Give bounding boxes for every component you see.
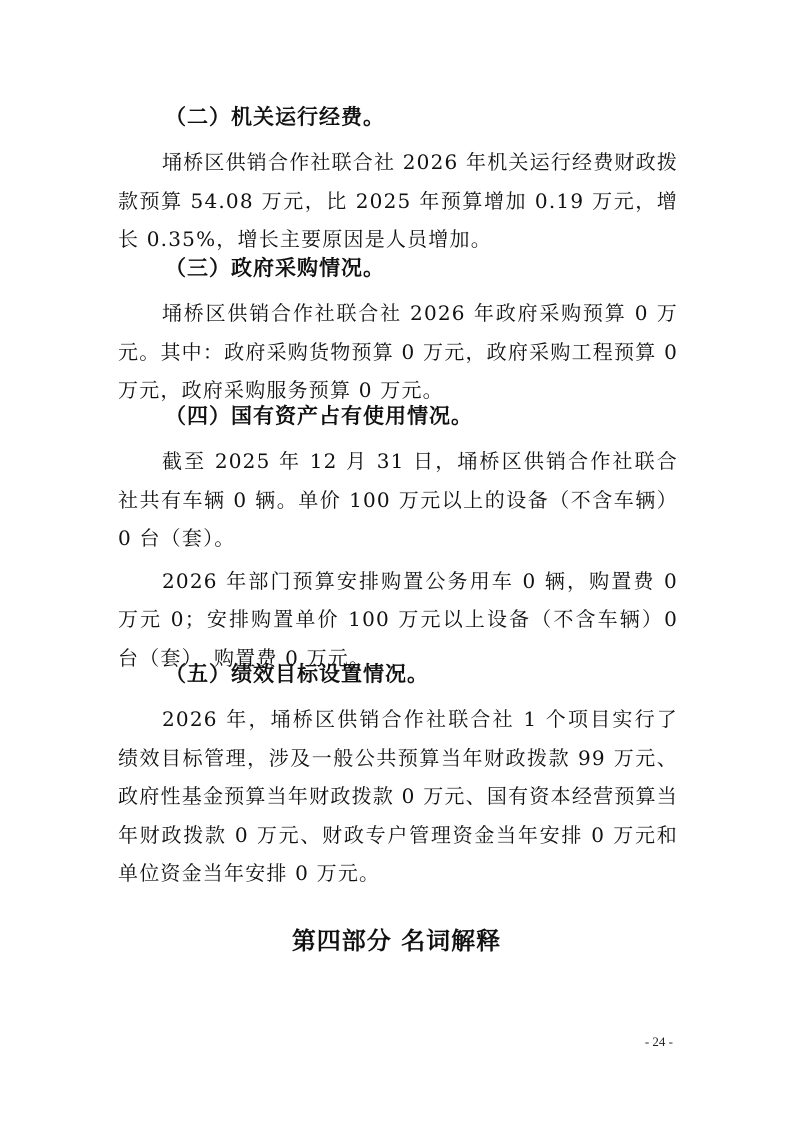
section-paragraph: 埇桥区供销合作社联合社 2026 年政府采购预算 0 万元。其中：政府采购货物预算 0 万元，政府采购工程预算 0 万元，政府采购服务预算 0 万元。 <box>118 301 678 402</box>
section-heading: （三）政府采购情况。 <box>165 256 385 280</box>
section-paragraph: 埇桥区供销合作社联合社 2026 年机关运行经费财政拨款预算 54.08 万元，比 2025 年预算增加 0.19 万元，增长 0.35%，增长主要原因是人员增加。 <box>118 150 679 251</box>
section-paragraph: 截至 2025 年 12 月 31 日，埇桥区供销合作社联合社共有车辆 0 辆。单价 100 万元以上的设备（不含车辆）0 台（套）。 <box>118 449 678 550</box>
section-heading: （二）机关运行经费。 <box>165 105 385 129</box>
page-number: - 24 - <box>644 1034 673 1049</box>
section-state-assets <box>118 402 678 677</box>
part-title: 第四部分 名词解释 <box>291 927 502 955</box>
section-heading: （四）国有资产占有使用情况。 <box>165 404 473 428</box>
section-paragraph: 2026 年部门预算安排购置公务用车 0 辆，购置费 0 万元 0；安排购置单价 100 万元以上设备（不含车辆）0 台（套），购置费 0 万元。 <box>118 568 678 670</box>
section-heading: （五）绩效目标设置情况。 <box>165 662 429 686</box>
section-paragraph: 2026 年，埇桥区供销合作社联合社 1 个项目实行了绩效目标管理，涉及一般公共预算当年财政拨款 99 万元、政府性基金预算当年财政拨款 0 万元、国有资本经营预算当年财政拨款 0 万元、财政专户管理资金当年安排 0 万元和单位资金当年安排 0 万元。 <box>118 707 678 885</box>
section-government-procurement <box>118 254 678 410</box>
section-operating-expenses <box>118 103 678 259</box>
section-performance-targets <box>118 660 678 893</box>
